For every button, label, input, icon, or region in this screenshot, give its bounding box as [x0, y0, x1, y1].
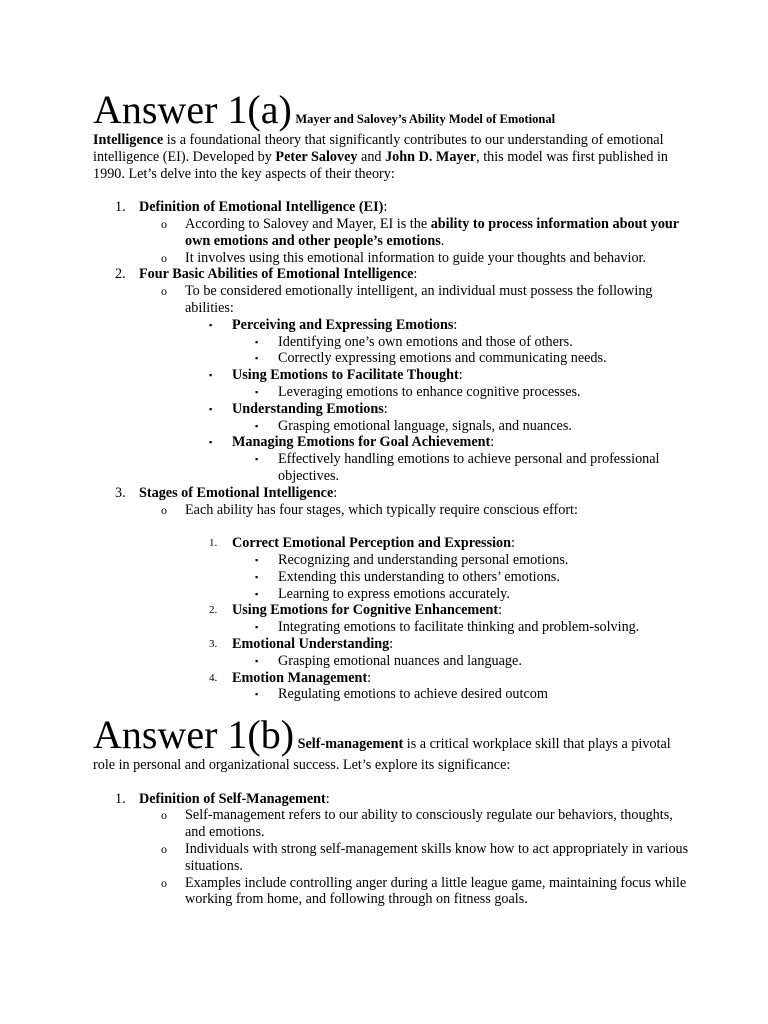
- square-bullet-icon: ▪: [255, 386, 259, 397]
- list-item: [93, 250, 693, 267]
- list-number: 2.: [115, 266, 126, 283]
- circle-bullet-icon: o: [161, 284, 167, 299]
- square-bullet-icon: ▪: [255, 655, 259, 666]
- list-item: [93, 485, 693, 502]
- point-text: Identifying one’s own emotions and those of others.: [278, 333, 573, 350]
- point-text: Correctly expressing emotions and communicating needs.: [278, 350, 607, 367]
- list-item: [93, 653, 693, 670]
- square-bullet-icon: ▪: [255, 420, 259, 431]
- list-item: [93, 199, 693, 216]
- answer-1b-lead-bold: Self-management: [297, 736, 404, 753]
- stage-number: 3.: [209, 637, 218, 650]
- answer-1a-heading: Answer 1(a): [93, 87, 292, 132]
- square-bullet-icon: ▪: [209, 437, 213, 448]
- list-item: [93, 216, 693, 250]
- square-bullet-icon: ▪: [255, 622, 259, 633]
- list-item: [93, 418, 693, 435]
- list-item: [93, 841, 693, 875]
- list-item: [93, 619, 693, 636]
- list-item: ▪ Using Emotions to Facilitate Thought:: [209, 367, 463, 384]
- list-item: [93, 283, 693, 317]
- circle-bullet-icon: o: [161, 875, 167, 890]
- document-page: [93, 88, 693, 908]
- ability-title: Using Emotions to Facilitate Thought: [232, 367, 459, 384]
- colon: :: [413, 266, 418, 283]
- answer-1b-lead-text: is a critical workplace skill that plays a pivotal role in personal and organizational success. Let’s explore its significance:: [93, 736, 671, 774]
- circle-bullet-icon: o: [161, 842, 167, 857]
- circle-bullet-icon: o: [161, 502, 167, 517]
- point-text: Extending this understanding to others’ emotions.: [278, 568, 560, 585]
- stage-title: Correct Emotional Perception and Expression: [232, 535, 512, 552]
- square-bullet-icon: ▪: [209, 403, 213, 414]
- list-item: [93, 384, 693, 401]
- point-text: Learning to express emotions accurately.: [278, 585, 510, 602]
- intro-bold-intelligence: Intelligence: [93, 132, 164, 148]
- point-text: Leveraging emotions to enhance cognitive processes.: [278, 383, 581, 400]
- list-item: [93, 791, 693, 808]
- list-item: 2. Using Emotions for Cognitive Enhancement:: [209, 602, 503, 619]
- point-text: Grasping emotional nuances and language.: [278, 652, 522, 669]
- square-bullet-icon: ▪: [255, 353, 259, 364]
- ability-title: Managing Emotions for Goal Achievement: [232, 434, 491, 451]
- list-item: [93, 502, 693, 519]
- sub-text: To be considered emotionally intelligent, an individual must possess the following abilities:: [185, 283, 653, 316]
- colon: :: [383, 199, 388, 216]
- list-item: [93, 350, 693, 367]
- list-item: [93, 569, 693, 586]
- list-item: [93, 552, 693, 569]
- stage-title: Using Emotions for Cognitive Enhancement: [232, 602, 499, 619]
- list-item: ▪ Managing Emotions for Goal Achievement:: [209, 434, 495, 451]
- intro-text-1: is a foundational theory that significantly contributes to our understanding of emotional intelligence (EI). Developed by: [93, 132, 664, 165]
- sub-text: Individuals with strong self-management skills know how to act appropriately in various situations.: [185, 841, 689, 874]
- circle-bullet-icon: o: [161, 808, 167, 823]
- list-item: [93, 334, 693, 351]
- list-item: 3. Emotional Understanding:: [209, 635, 394, 652]
- point-text: Recognizing and understanding personal emotions.: [278, 551, 569, 568]
- list-item: [93, 586, 693, 603]
- list-item: [93, 875, 693, 909]
- list-item: ▪ Perceiving and Expressing Emotions:: [209, 316, 458, 333]
- point-text: Effectively handling emotions to achieve personal and professional objectives.: [278, 451, 660, 484]
- answer-1b-heading: Answer 1(b): [93, 712, 295, 758]
- list-number: 3.: [115, 484, 126, 501]
- square-bullet-icon: ▪: [255, 588, 259, 599]
- stage-number: 1.: [209, 537, 218, 550]
- sub-text: According to Salovey and Mayer, EI is the: [185, 215, 431, 232]
- sub-text-end: .: [440, 232, 445, 249]
- point-text: Integrating emotions to facilitate thinking and problem-solving.: [278, 619, 640, 636]
- list-item: ▪ Understanding Emotions:: [209, 400, 388, 417]
- stage-number: 2.: [209, 604, 218, 617]
- intro-text-2: and: [357, 148, 386, 165]
- stage-title: Emotion Management: [232, 669, 368, 686]
- intro-text-3: , this model was first published in 1990. Let’s delve into the key aspects of their theory:: [93, 148, 669, 182]
- list-item: [93, 451, 693, 485]
- sub-text: It involves using this emotional information to guide your thoughts and behavior.: [185, 249, 647, 266]
- stage-number: 4.: [209, 671, 218, 684]
- intro-bold-mayer: John D. Mayer: [385, 148, 477, 165]
- circle-bullet-icon: o: [161, 216, 167, 231]
- answer-1b-heading-line: [93, 713, 693, 774]
- item-title: Definition of Emotional Intelligence (EI): [139, 199, 384, 216]
- answer-1a-lead-title: Mayer and Salovey’s Ability Model of Emotional: [295, 112, 556, 126]
- ability-title: Perceiving and Expressing Emotions: [232, 316, 454, 333]
- intro-bold-salovey: Peter Salovey: [275, 148, 358, 165]
- list-item: [93, 266, 693, 283]
- list-item: 1. Correct Emotional Perception and Expression:: [209, 535, 515, 552]
- sub-text: Each ability has four stages, which typically require conscious effort:: [185, 501, 578, 518]
- ability-title: Understanding Emotions: [232, 400, 384, 417]
- answer-1a-intro: [93, 132, 693, 182]
- list-number: 1.: [115, 790, 126, 807]
- circle-bullet-icon: o: [161, 250, 167, 265]
- colon: :: [333, 484, 338, 501]
- point-text: Regulating emotions to achieve desired outcom: [278, 686, 548, 703]
- list-item: 4. Emotion Management:: [209, 669, 372, 686]
- stage-title: Emotional Understanding: [232, 635, 390, 652]
- answer-1a-heading-line: [93, 88, 693, 132]
- square-bullet-icon: ▪: [255, 571, 259, 582]
- square-bullet-icon: ▪: [255, 689, 259, 700]
- list-item: [93, 686, 693, 703]
- square-bullet-icon: ▪: [255, 336, 259, 347]
- sub-bold: ability to process information about your own emotions and other people’s emotions: [185, 215, 679, 249]
- sub-text: Examples include controlling anger during a little league game, maintaining focus while working from home, and following through on fitness goals.: [185, 874, 687, 908]
- list-item: [93, 807, 693, 841]
- item-title: Stages of Emotional Intelligence: [139, 484, 334, 501]
- point-text: Grasping emotional language, signals, and nuances.: [278, 417, 572, 434]
- square-bullet-icon: ▪: [209, 319, 213, 330]
- item-title: Definition of Self-Management: [139, 790, 326, 807]
- list-number: 1.: [115, 199, 126, 216]
- sub-text: Self-management refers to our ability to consciously regulate our behaviors, thoughts, and emotions.: [185, 807, 673, 841]
- colon: :: [325, 790, 330, 807]
- item-title: Four Basic Abilities of Emotional Intelligence: [139, 266, 414, 283]
- square-bullet-icon: ▪: [209, 370, 213, 381]
- square-bullet-icon: ▪: [255, 454, 259, 465]
- square-bullet-icon: ▪: [255, 554, 259, 565]
